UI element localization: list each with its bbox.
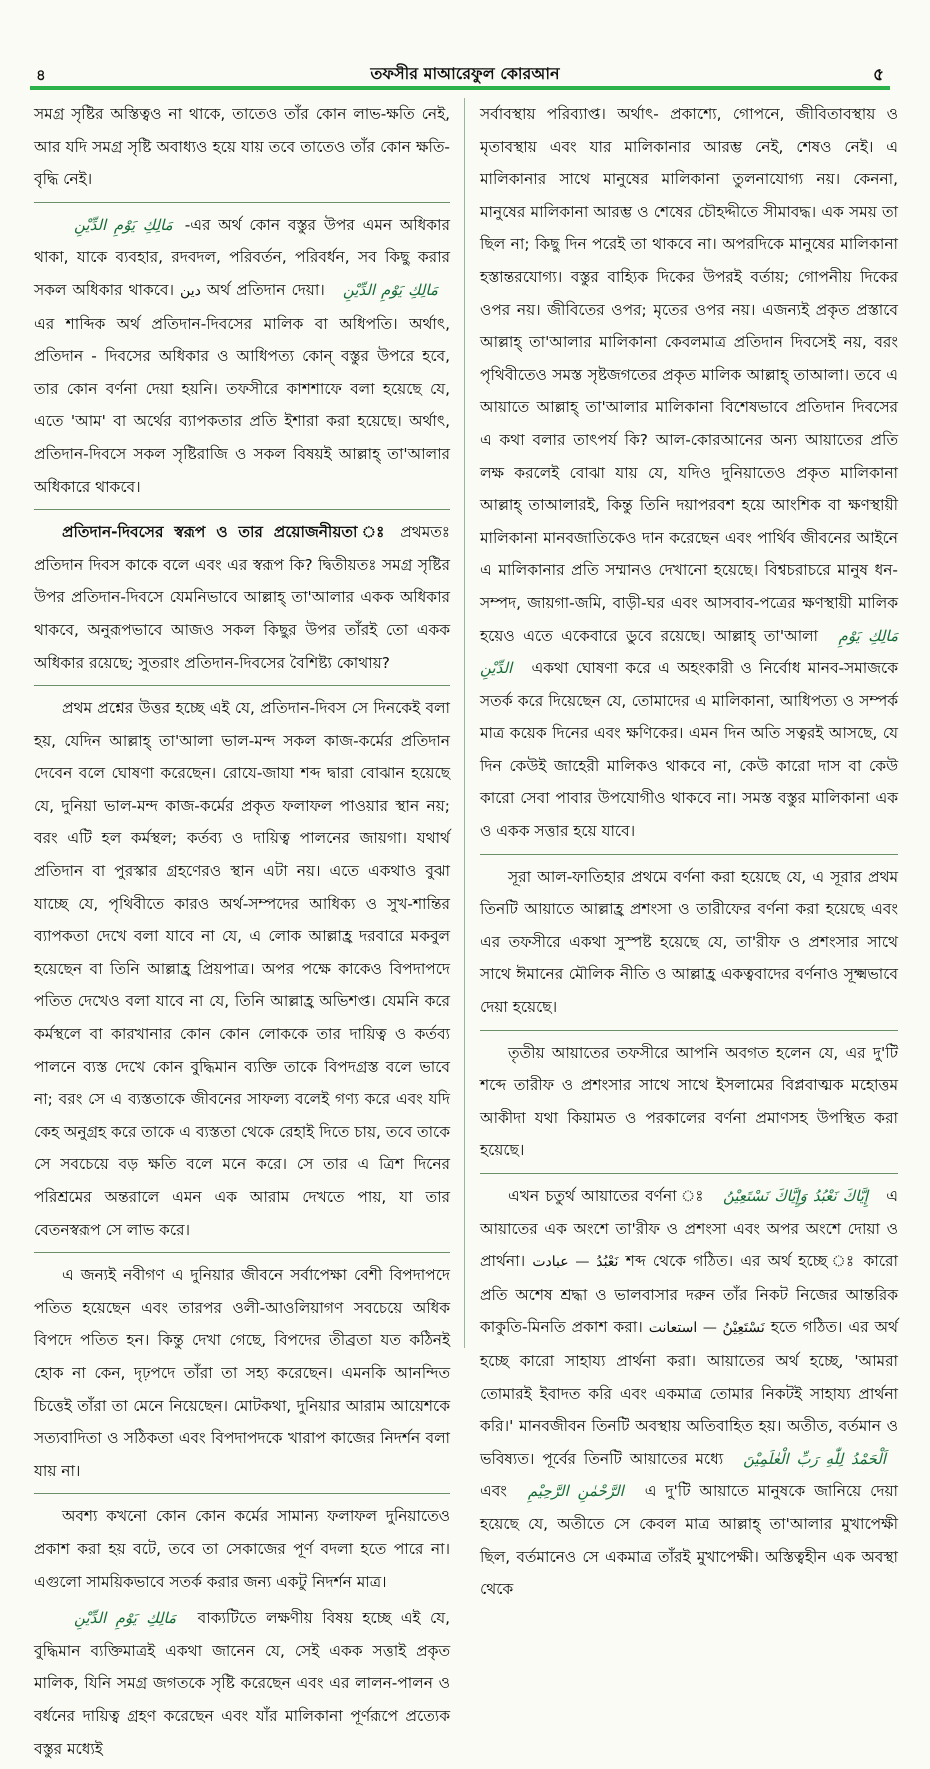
paragraph: مَالِكِ يَوْمِ الدِّيْنِ -এর অর্থ কোন বস্তুর উপর এমন অধিকার থাকা, যাকে ব্যবহার, রদবদল, পরিবর্তন, পরিবর্ধন, সব কিছু করার সকল অধিকার থাকবে। دين অর্থ প্রতিদান দেয়া। مَالِكِ يَوْمِ الدِّيْنِ এর শাব্দিক অর্থ প্রতিদান-দিবসের মালিক বা অধিপতি। অর্থাৎ, প্রতিদান - দিবসের অধিকার ও আধিপত্য কোন্ বস্তুর উপরে হবে, তার কোন বর্ণনা দেয়া হয়নি। তফসীরে কাশশাফে বলা হয়েছে যে, এতে 'আম' বা অর্থের ব্যাপকতার প্রতি ইশারা করা হয়েছে। অর্থাৎ, প্রতিদান-দিবসে সকল সৃষ্টিরাজি ও সকল বিষয়ই আল্লাহ্ তা'আলার অধিকারে থাকবে। [34, 215, 450, 496]
arabic-verse: مَالِكِ يَوْمِ الدِّيْنِ [342, 280, 438, 299]
arabic-verse: مَالِكِ يَوْمِ الدِّيْنِ [74, 215, 173, 234]
paragraph: مَالِكِ يَوْمِ الدِّيْنِ বাক্যটিতে লক্ষণীয় বিষয় হচ্ছে এই যে, বুদ্ধিমান ব্যক্তিমাত্রই একথা জানেন যে, সেই একক সত্তাই প্রকৃত মালিক, যিনি সমগ্র জগতকে সৃষ্টি করেছেন এবং এর লালন-পালন ও বর্ধনের দায়িত্ব গ্রহণ করেছেন এবং যাঁর মালিকানা পূর্ণরূপে প্রত্যেক বস্তুর মধ্যেই [34, 1609, 450, 1758]
running-title: তফসীর মাআরেফুল কোরআন [370, 64, 560, 83]
arabic-word: دين [180, 282, 201, 299]
paragraph: অবশ্য কখনো কোন কোন কর্মের সামান্য ফলাফল দুনিয়াতেও প্রকাশ করা হয় বটে, তবে তা সেকাজের পূর্ণ বদলা হতে পারে না। এগুলো সাময়িকভাবে সতর্ক করার জন্য একটু নিদর্শন মাত্র। [34, 1507, 450, 1591]
right-column [480, 98, 898, 1610]
paragraph: প্রথম প্রশ্নের উত্তর হচ্ছে এই যে, প্রতিদান-দিবস সে দিনকেই বলা হয়, যেদিন আল্লাহ্ তা'আলা ভাল-মন্দ সকল কাজ-কর্মের প্রতিদান দেবেন বলে ঘোষণা করেছেন। রোযে-জাযা শব্দ দ্বারা বোঝান হয়েছে যে, দুনিয়া ভাল-মন্দ কাজ-কর্মের প্রকৃত ফলাফল পাওয়ার স্থান নয়; বরং এটি হল কর্মস্থল; কর্তব্য ও দায়িত্ব পালনের জায়গা। যথার্থ প্রতিদান বা পুরস্কার গ্রহণেরও স্থান এটা নয়। এতে একথাও বুঝা যাচ্ছে যে, পৃথিবীতে কারও অর্থ-সম্পদের আধিক্য ও সুখ-শান্তির ব্যাপকতা দেখে বলা যাবে না যে, এ লোক আল্লাহ্র দরবারে মকবুল হয়েছেন বা তিনি আল্লাহ্র প্রিয়পাত্র। অপর পক্ষে কাকেও বিপদাপদে পতিত দেখেও বলা যাবে না যে, তিনি আল্লাহ্র অভিশপ্ত। যেমনি করে কর্মস্থলে বা কারখানার কোন কোন লোককে তার দায়িত্ব ও কর্তব্য পালনে ব্যস্ত দেখে কোন বুদ্ধিমান ব্যক্তি তাকে বিপদগ্রস্ত বলে ভাবে না; বরং সে এ ব্যস্ততাকে জীবনের সাফল্য বলেই গণ্য করে এবং যদি কেহ অনুগ্রহ করে তাকে এ ব্যস্ততা থেকে রেহাই দিতে চায়, তবে তাকে সে সবচেয়ে বড় ক্ষতি বলে মনে করে। সে তার এ ত্রিশ দিনের পরিশ্রমের অন্তরালে এমন এক আরাম দেখতে পায়, যা তার বেতনস্বরূপ সে লাভ করে। [34, 699, 450, 1239]
section-heading: প্রতিদান-দিবসের স্বরূপ ও তার প্রয়োজনীয়তা ঃ [62, 523, 390, 542]
paragraph-separator [34, 202, 450, 203]
paragraph-separator [34, 1252, 450, 1253]
arabic-verse: مَالِكِ يَوْمِ الدِّيْنِ [74, 1609, 177, 1628]
arabic-word: نَعْبُدُ — عبادت [532, 1254, 619, 1271]
page-number-left: ৪ [36, 66, 46, 84]
paragraph: সূরা আল-ফাতিহার প্রথমে বর্ণনা করা হয়েছে যে, এ সূরার প্রথম তিনটি আয়াতে আল্লাহ্র প্রশংসা ও তারীফের বর্ণনা করা হয়েছে এবং এর তফসীরে একথা সুস্পষ্ট হয়েছে যে, তা'রীফ ও প্রশংসার সাথে সাথে ঈমানের মৌলিক নীতি ও আল্লাহ্র একত্ববাদের বর্ণনাও সূক্ষ্মভাবে দেয়া হয়েছে। [480, 867, 898, 1017]
paragraph-separator [34, 685, 450, 686]
page-header [0, 0, 930, 90]
arabic-verse: مَالِكِ يَوْمِ الدِّيْنِ [480, 626, 898, 678]
paragraph: এখন চতুর্থ আয়াতের বর্ণনা ঃ إِيَّاكَ نَعْبُدُ وَإِيَّاكَ نَسْتَعِيْنُ এ আয়াতের এক অংশে তা'রীফ ও প্রশংসা এবং অপর অংশে দোয়া ও প্রার্থনা। نَعْبُدُ — عبادت শব্দ থেকে গঠিত। এর অর্থ হচ্ছে ঃ কারো প্রতি অশেষ শ্রদ্ধা ও ভালবাসার দরুন তাঁর নিকট নিজের আন্তরিক কাকুতি-মিনতি প্রকাশ করা। نَسْتَعِيْنُ — استعانت হতে গঠিত। এর অর্থ হচ্ছে কারো সাহায্য প্রার্থনা করা। আয়াতের অর্থ হচ্ছে, 'আমরা তোমারই ইবাদত করি এবং একমাত্র তোমার নিকটই সাহায্য প্রার্থনা করি।' মানবজীবন তিনটি অবস্থায় অতিবাহিত হয়। অতীত, বর্তমান ও ভবিষ্যত। পূর্বের তিনটি আয়াতের মধ্যে اَلْحَمْدُ لِلّٰهِ رَبِّ الْعٰلَمِيْنَ এবং الرَّحْمٰنِ الرَّحِيْمِ এ দু'টি আয়াতে মানুষকে জানিয়ে দেয়া হয়েছে যে, অতীতে সে কেবল মাত্র আল্লাহ্ তা'আলার মুখাপেক্ষী ছিল, বর্তমানেও সে একমাত্র তাঁরই মুখাপেক্ষী। অস্তিত্বহীন এক অবস্থা থেকে [480, 1187, 898, 1599]
paragraph-separator [34, 509, 450, 510]
paragraph: সর্বাবস্থায় পরিব্যাপ্ত। অর্থাৎ- প্রকাশ্যে, গোপনে, জীবিতাবস্থায় ও মৃতাবস্থায় এবং যার মালিকানার আরম্ভ নেই, শেষও নেই। এ মালিকানার সাথে মানুষের মালিকানা তুলনাযোগ্য নয়। কেননা, মানুষের মালিকানা আরম্ভ ও শেষের চৌহদ্দীতে সীমাবদ্ধ। এক সময় তা ছিল না; কিছু দিন পরেই তা থাকবে না। অপরদিকে মানুষের মালিকানা হস্তান্তরযোগ্য। বস্তুর বাহ্যিক দিকের উপরই বর্তায়; গোপনীয় দিকের ওপর নয়। জীবিতের ওপর; মৃতের ওপর নয়। এজন্যই প্রকৃত প্রস্তাবে আল্লাহ্ তা'আলার মালিকানা কেবলমাত্র প্রতিদান দিবসেই নয়, বরং পৃথিবীতেও সমস্ত সৃষ্টজগতের প্রকৃত মালিক আল্লাহ্ তাআলা। তবে এ আয়াতে আল্লাহ্ তা'আলার মালিকানা বিশেষভাবে প্রতিদান দিবসের এ কথা বলার তাৎপর্য কি? আল-কোরআনের অন্য আয়াতের প্রতি লক্ষ করলেই বোঝা যায় যে, যদিও দুনিয়াতেও প্রকৃত মালিকানা আল্লাহ্ তাআলারই, কিন্তু তিনি দয়াপরবশ হয়ে আংশিক বা ক্ষণস্থায়ী মালিকানা মানবজাতিকেও দান করেছেন এবং পার্থিব জীবনের আইনে এ মালিকানার প্রতি সম্মানও দেখানো হয়েছে। বিশ্বচরাচরে মানুষ ধন-সম্পদ, জায়গা-জমি, বাড়ী-ঘর এবং আসবাব-পত্রের ক্ষণস্থায়ী মালিক হয়েও এতে একেবারে ডুবে রয়েছে। আল্লাহ্ তা'আলা مَالِكِ يَوْمِ الدِّيْنِ একথা ঘোষণা করে এ অহংকারী ও নির্বোধ মানব-সমাজকে সতর্ক করে দিয়েছেন যে, তোমাদের এ মালিকানা, আধিপত্য ও সম্পর্ক মাত্র কয়েক দিনের এবং ক্ষণিকের। এমন দিন অতি সত্বরই আসছে, যে দিন কেউই জাহেরী মালিকও থাকবে না, কেউ কারো দাস বা কেউ কারো সেবা পাবার উপযোগীও থাকবে না। সমস্ত বস্তুর মালিকানা এক ও একক সত্তার হয়ে যাবে। [480, 105, 898, 841]
paragraph: তৃতীয় আয়াতের তফসীরে আপনি অবগত হলেন যে, এর দু'টি শব্দে তারীফ ও প্রশংসার সাথে সাথে ইসলামের বিপ্লবাত্মক মহোত্তম আকীদা যথা কিয়ামত ও পরকালের বর্ণনা প্রমাণসহ উপস্থিত করা হয়েছে। [480, 1043, 898, 1160]
paragraph: সমগ্র সৃষ্টির অস্তিত্বও না থাকে, তাতেও তাঁর কোন লাভ-ক্ষতি নেই, আর যদি সমগ্র সৃষ্টি অবাধ্যও হয়ে যায় তবে তাতেও তাঁর কোন ক্ষতি-বৃদ্ধি নেই। [34, 105, 450, 189]
paragraph: এ জন্যই নবীগণ এ দুনিয়ার জীবনে সর্বাপেক্ষা বেশী বিপদাপদে পতিত হয়েছেন এবং তারপর ওলী-আওলিয়াগণ সবচেয়ে অধিক বিপদে পতিত হন। কিন্তু দেখা গেছে, বিপদের তীব্রতা যত কঠিনই হোক না কেন, দৃঢ়পদে তাঁরা তা সহ্য করেছেন। এমনকি আনন্দিত চিত্তেই তাঁরা তা মেনে নিয়েছেন। মোটকথা, দুনিয়ার আরাম আয়েশকে সত্যবাদিতা ও সঠিকতা এবং বিপদাপদকে খারাপ কাজের নিদর্শন বলা যায় না। [34, 1266, 450, 1480]
arabic-verse: إِيَّاكَ نَعْبُدُ وَإِيَّاكَ نَسْتَعِيْنُ [722, 1187, 869, 1205]
page-number-right: ৫ [872, 65, 884, 85]
column-divider [464, 98, 465, 1348]
arabic-word: نَسْتَعِيْنُ — استعانت [648, 1320, 765, 1337]
paragraph-separator [480, 854, 898, 855]
left-column [34, 98, 450, 1769]
paragraph: প্রতিদান-দিবসের স্বরূপ ও তার প্রয়োজনীয়তা ঃ প্রথমতঃ প্রতিদান দিবস কাকে বলে এবং এর স্বরূপ কি? দ্বিতীয়তঃ সমগ্র সৃষ্টির উপর প্রতিদান-দিবসে যেমনিভাবে আল্লাহ্ তা'আলার একক অধিকার থাকবে, অনুরূপভাবে আজও সকল কিছুর উপর তাঁরই তো একক অধিকার রয়েছে; সুতরাং প্রতিদান-দিবসের বৈশিষ্ট্য কোথায়? [34, 523, 450, 672]
paragraph-separator [480, 1173, 898, 1174]
paragraph-separator [34, 1493, 450, 1494]
paragraph-separator [480, 1030, 898, 1031]
header-rule [30, 86, 890, 90]
arabic-verse: الرَّحْمٰنِ الرَّحِيْمِ [527, 1482, 624, 1501]
arabic-verse: اَلْحَمْدُ لِلّٰهِ رَبِّ الْعٰلَمِيْنَ [743, 1449, 886, 1468]
